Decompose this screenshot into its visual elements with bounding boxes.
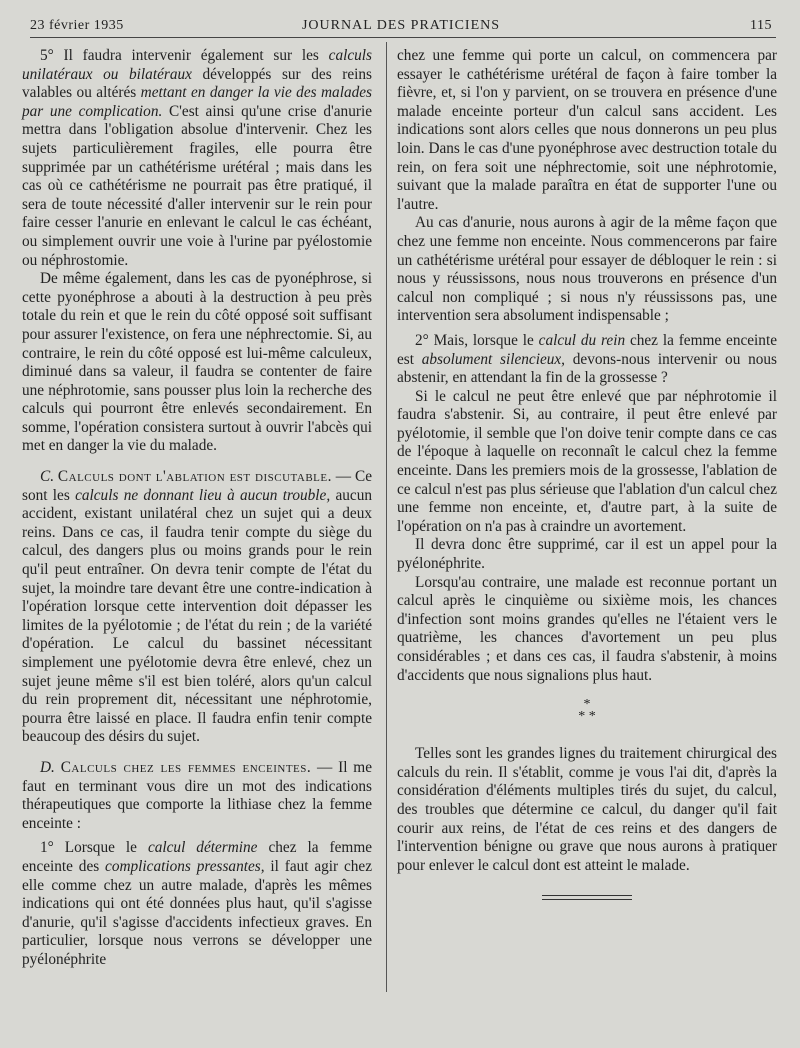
left-column [22,47,372,970]
paragraph: Il devra donc être supprimé, car il est un appel pour la pyélonéphrite. [397,536,777,573]
paragraph: Telles sont les grandes lignes du traitement chirurgical des calculs du rein. Il s'établit, comme je vous l'ai dit, d'après la considération d'éléments multiples tirés du sujet, du calcul, des troubles que détermine ce calcul, du danger qu'il fait courir aux reins, de l'état de ces reins et des dangers de l'intervention bénigne ou grave que nous aurons à pratiquer pour enlever le calcul dont est atteint le malade. [397,745,777,874]
column-divider [386,42,387,992]
text: aucun accident, existant unilatéral chez un sujet qui a deux reins. Dans ce cas, il faudra tenir compte du siège du calcul, des dangers plus ou moins grands pour le rein qu'il peut entraîner. On devra tenir compte de l'état du sujet, la moindre tare devant être une contre-indication à l'opération lorsque cette intervention doit dépasser les limites de la pyélotomie ; de l'état du rein ; de la variété d'opération. Le calcul du bassinet nécessitant simplement une pyélotomie devra être enlevé, chez un sujet jeune même s'il est bien toléré, alors qu'un calcul du rein proprement dit, nécessitant une néphrotomie, pourra être laissé en place. Il faudra enfin tenir compte beaucoup des désirs du sujet. [22,486,372,746]
text: — Ce sont les [22,468,372,504]
paragraph [22,47,372,270]
paragraph: Si le calcul ne peut être enlevé que par néphrotomie il faudra s'abstenir. Si, au contraire, il peut être enlevé par pyélotomie, il semble que l'on doive tenir compte dans ce cas de l'époque à laquelle on reconnaît le calcul chez la femme enceinte. Dans les premiers mois de la grossesse, l'ablation de ce calcul n'est pas plus sérieuse que l'ablation d'un calcul chez une femme non enceinte, et, d'autre part, à la suite de l'opération on n'a pas à craindre un avortement. [397,387,777,535]
emphasis: complications pressantes, [105,857,265,875]
emphasis: absolument silencieux, [421,350,566,368]
page-number: 115 [750,18,772,33]
emphasis: calcul détermine [147,839,258,857]
paragraph [397,332,777,388]
text: 5° Il faudra intervenir également sur les [40,47,329,64]
section-separator [397,699,777,723]
right-column [397,47,777,900]
emphasis: calcul du rein [538,331,626,349]
emphasis: calculs unilatéraux ou bilatéraux [22,47,372,83]
asterisk: * [583,697,591,713]
paragraph: De même également, dans les cas de pyonéphrose, si cette pyonéphrose a abouti à la destruction à peu près totale du rein et que le rein du côté opposé soit suffisant pour assurer l'existence, on fera une néphrectomie. Si, au contraire, le rein du côté opposé est lui-même calculeux, diminué dans sa valeur, il faudra se contenter de faire une néphrotomie, sans pousser plus loin la recherche des calculs qui pourront être enlevés secondairement. En somme, l'opération consistera surtout à ouvrir l'abcès qui met en danger la vie du malade. [22,270,372,455]
text: 1° Lorsque le [40,839,148,857]
section-title: Calculs chez les femmes enceintes. [60,758,312,776]
journal-title: JOURNAL DES PRATICIENS [301,18,501,33]
section-letter: C. [40,468,55,486]
text: devons-nous intervenir ou nous abstenir, en attendant la fin de la grossesse ? [397,350,777,387]
paragraph: Lorsqu'au contraire, une malade est reconnue portant un calcul après le cinquième ou sixième mois, les chances d'infection sont moins grandes qu'elles ne l'étaient vers le quatrième, les chances d'avortement un peu plus considérables ; et dans ces cas, il faudra s'abstenir, à moins d'accidents que nous signalions plus haut. [397,573,777,684]
paragraph: chez une femme qui porte un calcul, on commencera par essayer le cathétérisme urétéral de façon à faire tomber la fièvre, et, si l'on y parvient, on se trouvera en présence d'une malade enceinte porteur d'un calcul sans accident. Les indications sont alors celles que nous donnerons un peu plus loin. Dans le cas d'une pyonéphrose avec destruction totale du rein, on fera soit une néphrectomie, soit une néphrotomie, suivant que la malade paraîtra en état de supporter l'une ou l'autre. [397,47,777,213]
asterisks: * * [578,709,596,725]
running-header [30,14,772,38]
issue-date: 23 février 1935 [30,18,124,33]
text: il faut agir chez elle comme chez un autre malade, d'après les mêmes indications qui ont été données plus haut, qu'il s'agisse d'anurie, qu'il s'agisse d'accidents infectieux graves. En particulier, lorsque nous verrons se développer une pyélonéphrite [22,857,372,968]
text: chez la femme enceinte des [22,839,373,875]
section-letter: D. [40,758,55,776]
text: développés sur des reins valables ou altérés [22,65,372,102]
paragraph [22,839,372,969]
text: 2° Mais, lorsque le [415,331,539,349]
paragraph: Au cas d'anurie, nous aurons à agir de la même façon que chez une femme non enceinte. Nous commencerons par faire un cathétérisme urétéral pour essayer de débloquer le rein : si nous y réussissons, nous nous trouverons en présence d'un calcul non compliqué ; si nous n'y réussissons pas, une intervention sera absolument indispensable ; [397,214,777,325]
text: chez la femme enceinte est [397,331,777,368]
header-rule [30,37,776,38]
emphasis: calculs ne donnant lieu à aucun trouble, [75,486,331,504]
section-d [22,759,372,833]
end-rule [542,895,632,900]
section-c [22,468,372,747]
text: — Il me faut en terminant vous dire un mot des indications thérapeutiques que comporte la lithiase chez la femme enceinte : [22,758,372,832]
emphasis: mettant en danger la vie des malades par une complication. [22,84,372,120]
text: C'est ainsi qu'une crise d'anurie mettra dans l'obligation absolue d'intervenir. Chez les sujets particulièrement fragiles, elle pourra être supprimée par un cathétérisme urétéral ; mais dans les cas où ce cathétérisme ne pourrait pas être pratiqué, il sera de toute nécessité d'aller intervenir sur le rein pour faire cesser l'anurie en enlevant le calcul le cas échéant, ou simplement ouvrir une voie à l'urine par pyélostomie ou néphrostomie. [22,102,372,269]
section-title: Calculs dont l'ablation est discutable. [57,468,332,486]
